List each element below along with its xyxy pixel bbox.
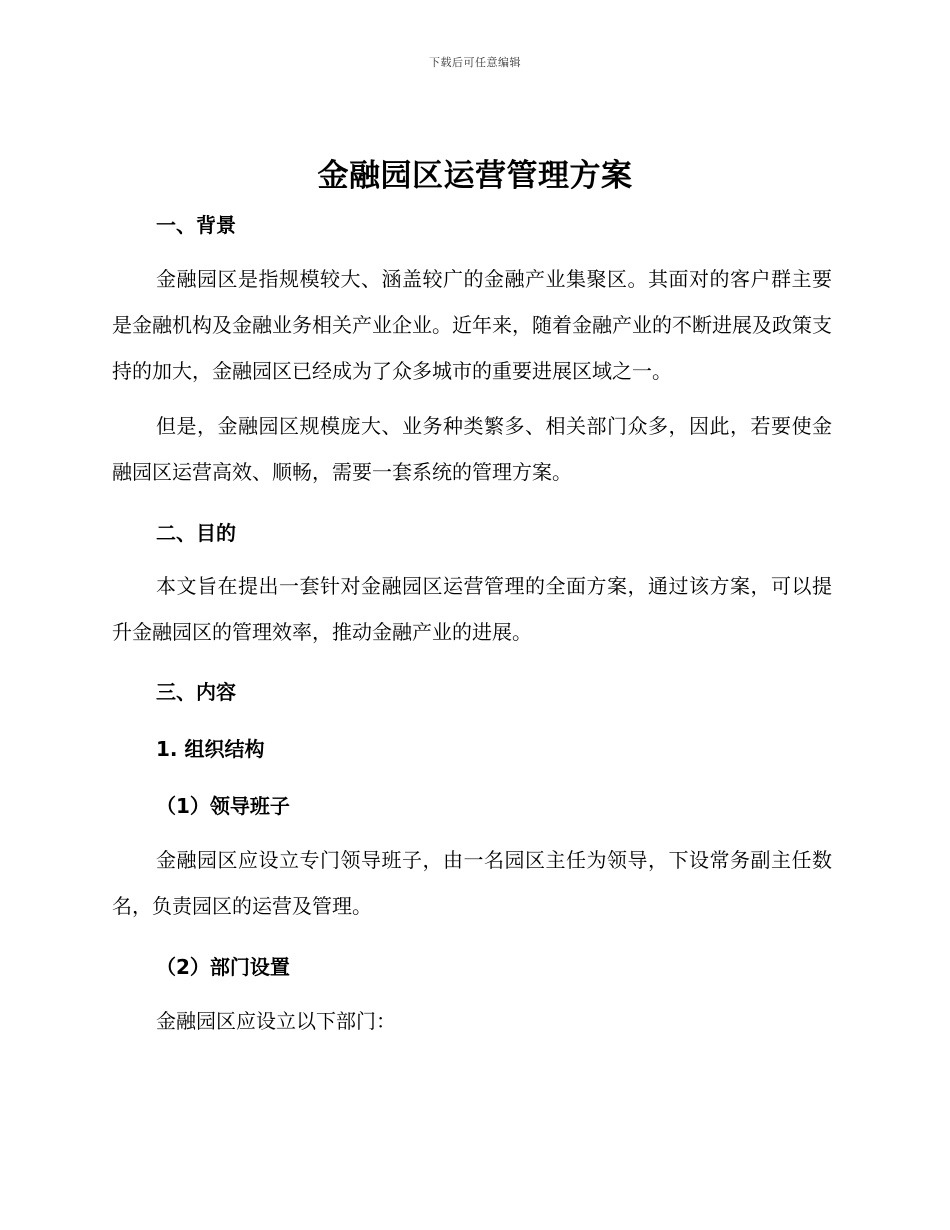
section-heading-purpose: 二、目的: [156, 521, 236, 545]
document-title: 金融园区运营管理方案: [317, 158, 633, 194]
paragraph-background-2: 但是，金融园区规模庞大、业务种类繁多、相关部门众多，因此，若要使金融园区运营高效、顺畅，需要一套系统的管理方案。: [112, 414, 832, 484]
paragraph-leadership-1: 金融园区应设立专门领导班子，由一名园区主任为领导，下设常务副主任数名，负责园区的运营及管理。: [112, 848, 832, 918]
paragraph-purpose-1: 本文旨在提出一套针对金融园区运营管理的全面方案，通过该方案，可以提升金融园区的管理效率，推动金融产业的进展。: [112, 574, 832, 644]
header-note: 下载后可任意编辑: [429, 56, 521, 69]
paragraph-departments-1: 金融园区应设立以下部门：: [156, 1009, 396, 1033]
section-heading-content: 三、内容: [156, 680, 236, 704]
subsection-heading-org-structure: 1. 组织结构: [156, 737, 265, 761]
subsection-heading-leadership: （1）领导班子: [156, 794, 290, 818]
subsection-heading-departments: （2）部门设置: [156, 955, 290, 979]
paragraph-background-1: 金融园区是指规模较大、涵盖较广的金融产业集聚区。其面对的客户群主要是金融机构及金融业务相关产业企业。近年来，随着金融产业的不断进展及政策支持的加大，金融园区已经成为了众多城市的重要进展区域之一。: [112, 267, 832, 383]
section-heading-background: 一、背景: [156, 213, 236, 237]
